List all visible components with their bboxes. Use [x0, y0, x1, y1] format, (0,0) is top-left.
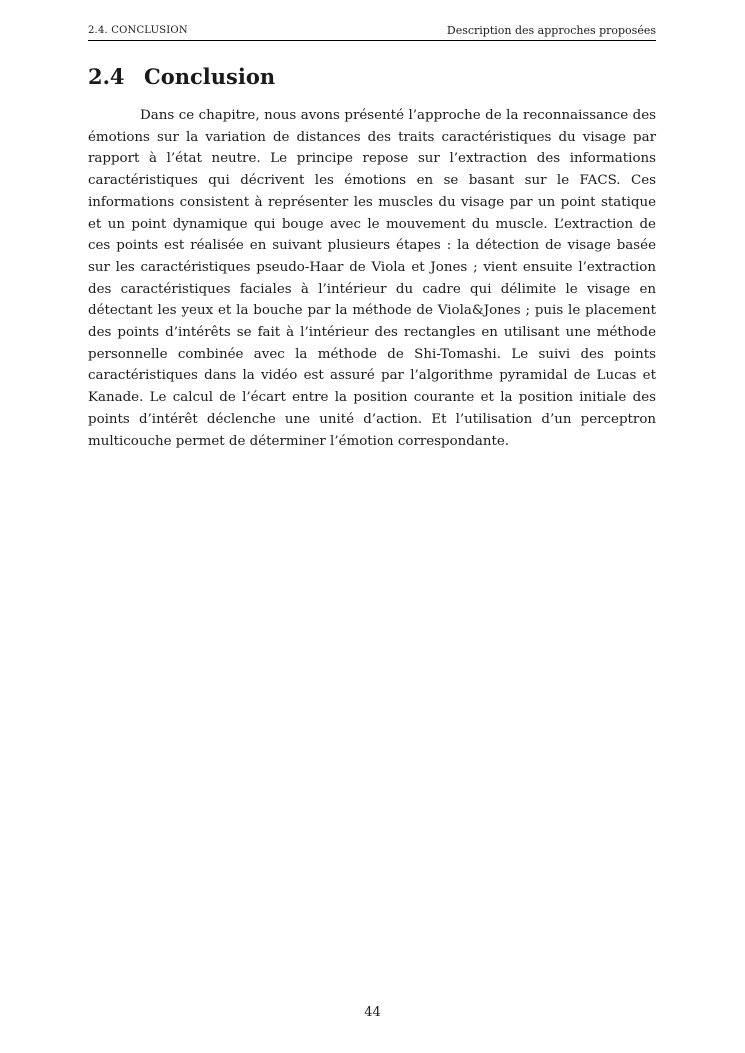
header-chapter-title: Description des approches proposées: [446, 24, 656, 37]
section-heading: [88, 64, 275, 89]
section-title: Conclusion: [144, 64, 276, 89]
page-number: 44: [364, 1005, 381, 1020]
body-text: [88, 105, 656, 452]
section-number: 2.4: [88, 64, 125, 89]
conclusion-paragraph: Dans ce chapitre, nous avons présenté l’approche de la reconnaissance des émotions sur la variation de distances des traits caractéristiques du visage par rapport à l’état neutre. Le principe repose sur l’extraction des informations caractéristiques qui décrivent les émotions en se basant sur le FACS. Ces informations consistent à représenter les muscles du visage par un point statique et un point dynamique qui bouge avec le mouvement du muscle. L’extraction de ces points est réalisée en suivant plusieurs étapes : la détection de visage basée sur les caractéristiques pseudo-Haar de Viola et Jones ; vient ensuite l’extraction des caractéristiques faciales à l’intérieur du cadre qui délimite le visage en détectant les yeux et la bouche par la méthode de Viola&Jones ; puis le placement des points d’intérêts se fait à l’intérieur des rectangles en utilisant une méthode personnelle combinée avec la méthode de Shi-Tomashi. Le suivi des points caractéristiques dans la vidéo est assuré par l’algorithme pyramidal de Lucas et Kanade. Le calcul de l’écart entre la position courante et la position initiale des points d’intérêt déclenche une unité d’action. Et l’utilisation d’un perceptron multicouche permet de déterminer l’émotion correspondante.: [88, 108, 656, 449]
running-header: [88, 24, 656, 41]
header-section-label: 2.4. CONCLUSION: [88, 25, 188, 36]
